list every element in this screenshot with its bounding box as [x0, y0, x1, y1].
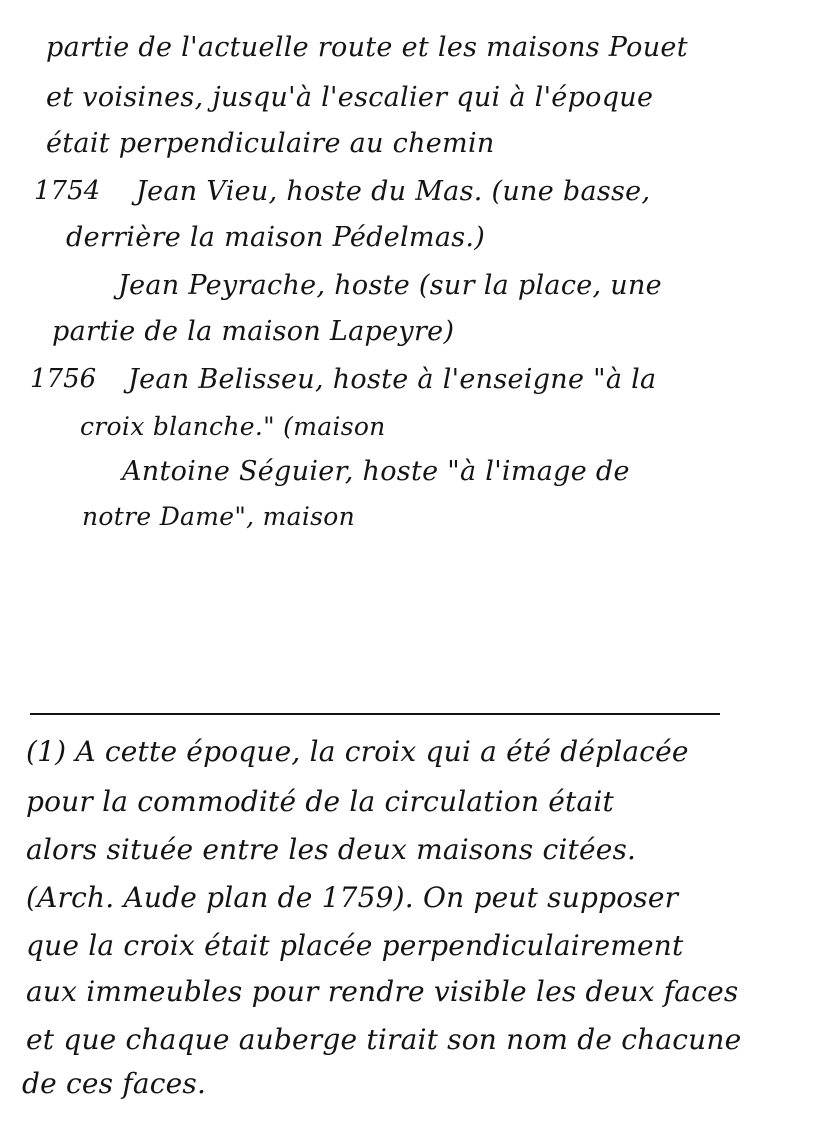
text-line-2: et voisines, jusqu'à l'escalier qui à l'époque [46, 82, 654, 113]
year-1756: 1756 [30, 364, 97, 394]
text-line-11: notre Dame", maison [82, 502, 356, 531]
text-line-9: croix blanche." (maison [80, 412, 386, 441]
text-line-6: Jean Peyrache, hoste (sur la place, une [118, 270, 662, 301]
text-line-10: Antoine Séguier, hoste "à l'image de [122, 456, 630, 487]
text-line-8: Jean Belisseu, hoste à l'enseigne "à la [128, 364, 657, 395]
text-line-5: derrière la maison Pédelmas.) [66, 222, 486, 253]
text-line-3: était perpendiculaire au chemin [46, 128, 495, 159]
footnote-line-3: alors située entre les deux maisons citées. [26, 833, 637, 866]
footnote-line-7: et que chaque auberge tirait son nom de chacune [26, 1023, 742, 1056]
text-line-4: Jean Vieu, hoste du Mas. (une basse, [136, 176, 651, 207]
text-line-1: partie de l'actuelle route et les maisons Pouet [46, 32, 688, 63]
footnote-line-8: de ces faces. [22, 1067, 207, 1100]
footnote-line-1: (1) A cette époque, la croix qui a été déplacée [26, 735, 689, 768]
footnote-line-2: pour la commodité de la circulation était [26, 785, 614, 818]
footnote-line-5: que la croix était placée perpendiculairement [26, 929, 684, 962]
text-line-7: partie de la maison Lapeyre) [52, 316, 455, 347]
footnote-line-6: aux immeubles pour rendre visible les deux faces [26, 975, 739, 1008]
footnote-separator [30, 713, 720, 715]
footnote-line-4: (Arch. Aude plan de 1759). On peut supposer [26, 881, 679, 914]
year-1754: 1754 [34, 176, 101, 206]
